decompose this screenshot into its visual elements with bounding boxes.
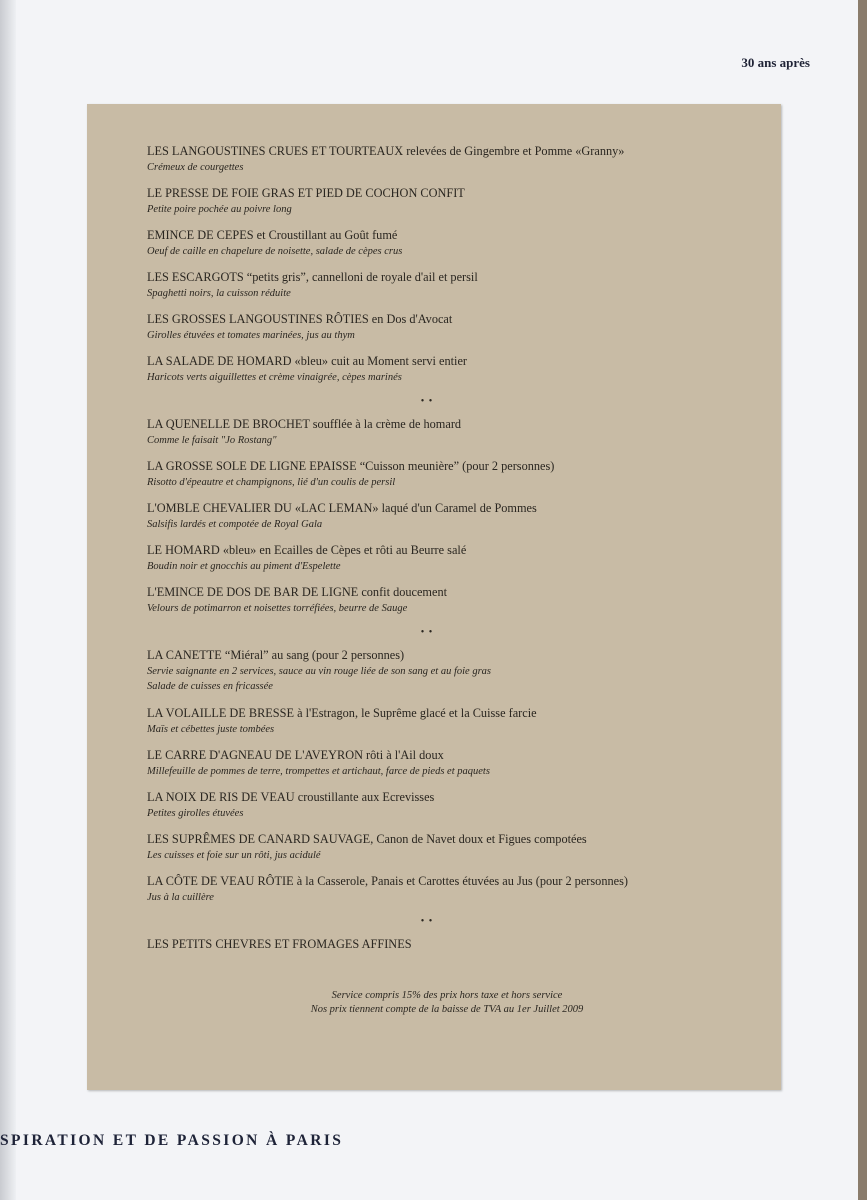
dish-description: Spaghetti noirs, la cuisson réduite [147, 288, 291, 299]
dish-description-secondary: Salade de cuisses en fricassée [147, 681, 273, 692]
dish-description: Velours de potimarron et noisettes torréfiées, beurre de Sauge [147, 603, 408, 614]
menu-dish [147, 311, 667, 353]
dish-name: LA VOLAILLE DE BRESSE à l'Estragon, le Suprême glacé et la Cuisse farcie [147, 706, 537, 720]
menu-dish [147, 353, 667, 395]
dish-name: LES PETITS CHEVRES ET FROMAGES AFFINES [147, 937, 412, 951]
dish-name: LE HOMARD «bleu» en Ecailles de Cèpes et rôti au Beurre salé [147, 543, 467, 557]
dish-description: Comme le faisait "Jo Rostang" [147, 435, 277, 446]
page-fold-shadow [0, 0, 16, 1200]
dish-description: Maïs et cébettes juste tombées [147, 724, 275, 735]
menu-dish [147, 227, 667, 269]
dish-description: Girolles étuvées et tomates marinées, jus au thym [147, 330, 355, 341]
menu-dish [147, 500, 667, 542]
section-separator: • • [420, 396, 434, 407]
dish-description: Crémeux de courgettes [147, 162, 244, 173]
dish-name: LA CANETTE “Miéral” au sang (pour 2 personnes) [147, 648, 405, 662]
dish-name: LA SALADE DE HOMARD «bleu» cuit au Moment servi entier [147, 354, 468, 368]
dish-name: LES SUPRÊMES DE CANARD SAUVAGE, Canon de Navet doux et Figues compotées [147, 832, 587, 846]
dish-description: Oeuf de caille en chapelure de noisette, salade de cèpes crus [147, 246, 403, 257]
dish-name: LES LANGOUSTINES CRUES ET TOURTEAUX relevées de Gingembre et Pomme «Granny» [147, 144, 625, 158]
dish-description: Haricots verts aiguillettes et crème vinaigrée, cèpes marinés [147, 372, 402, 383]
menu-dish [147, 416, 667, 458]
menu-dish [147, 584, 667, 626]
footnote-line: Nos prix tiennent compte de la baisse de TVA au 1er Juillet 2009 [310, 1004, 584, 1015]
dish-description: Salsifis lardés et compotée de Royal Gala [147, 519, 323, 530]
dish-description: Jus à la cuillère [147, 892, 214, 903]
menu-dish [147, 747, 667, 789]
menu-dish [147, 269, 667, 311]
dish-name: LA GROSSE SOLE DE LIGNE EPAISSE “Cuisson meunière” (pour 2 personnes) [147, 459, 555, 473]
dish-description: Millefeuille de pommes de terre, trompettes et artichaut, farce de pieds et paquets [147, 766, 490, 777]
dish-description: Les cuisses et foie sur un rôti, jus acidulé [147, 850, 321, 861]
page-footer-title: SPIRATION ET DE PASSION À PARIS [0, 1132, 344, 1149]
menu-dish [147, 936, 667, 960]
dish-name: LES GROSSES LANGOUSTINES RÔTIES en Dos d'Avocat [147, 312, 453, 326]
menu-footnote [147, 989, 747, 1017]
dish-name: LA CÔTE DE VEAU RÔTIE à la Casserole, Panais et Carottes étuvées au Jus (pour 2 personnes) [147, 874, 628, 888]
dish-name: LA QUENELLE DE BROCHET soufflée à la crème de homard [147, 417, 462, 431]
menu-dish [147, 143, 667, 185]
menu-dish [147, 458, 667, 500]
menu-dish [147, 831, 667, 873]
section-separator: • • [420, 916, 434, 927]
dish-name: L'EMINCE DE DOS DE BAR DE LIGNE confit doucement [147, 585, 448, 599]
menu-dish [147, 873, 667, 915]
dish-name: EMINCE DE CEPES et Croustillant au Goût fumé [147, 228, 398, 242]
dish-description: Risotto d'épeautre et champignons, lié d'un coulis de persil [147, 477, 396, 488]
dish-name: LA NOIX DE RIS DE VEAU croustillante aux Ecrevisses [147, 790, 435, 804]
menu-dish [147, 542, 667, 584]
menu-dish [147, 185, 667, 227]
dish-name: LES ESCARGOTS “petits gris”, cannelloni de royale d'ail et persil [147, 270, 478, 284]
menu-dish [147, 789, 667, 831]
section-separator: • • [420, 627, 434, 638]
page-header-label: 30 ans après [741, 55, 810, 70]
dish-description: Petite poire pochée au poivre long [147, 204, 292, 215]
menu-dish [147, 705, 667, 747]
dish-description: Servie saignante en 2 services, sauce au vin rouge liée de son sang et au foie gras [147, 666, 491, 677]
menu-dish [147, 647, 667, 705]
dish-name: L'OMBLE CHEVALIER DU «LAC LEMAN» laqué d'un Caramel de Pommes [147, 501, 537, 515]
menu-list [147, 143, 667, 960]
dish-description: Petites girolles étuvées [147, 808, 244, 819]
dish-description: Boudin noir et gnocchis au piment d'Espelette [147, 561, 341, 572]
footnote-line: Service compris 15% des prix hors taxe et hors service [331, 990, 563, 1001]
dish-name: LE CARRE D'AGNEAU DE L'AVEYRON rôti à l'Ail doux [147, 748, 444, 762]
dish-name: LE PRESSE DE FOIE GRAS ET PIED DE COCHON CONFIT [147, 186, 465, 200]
